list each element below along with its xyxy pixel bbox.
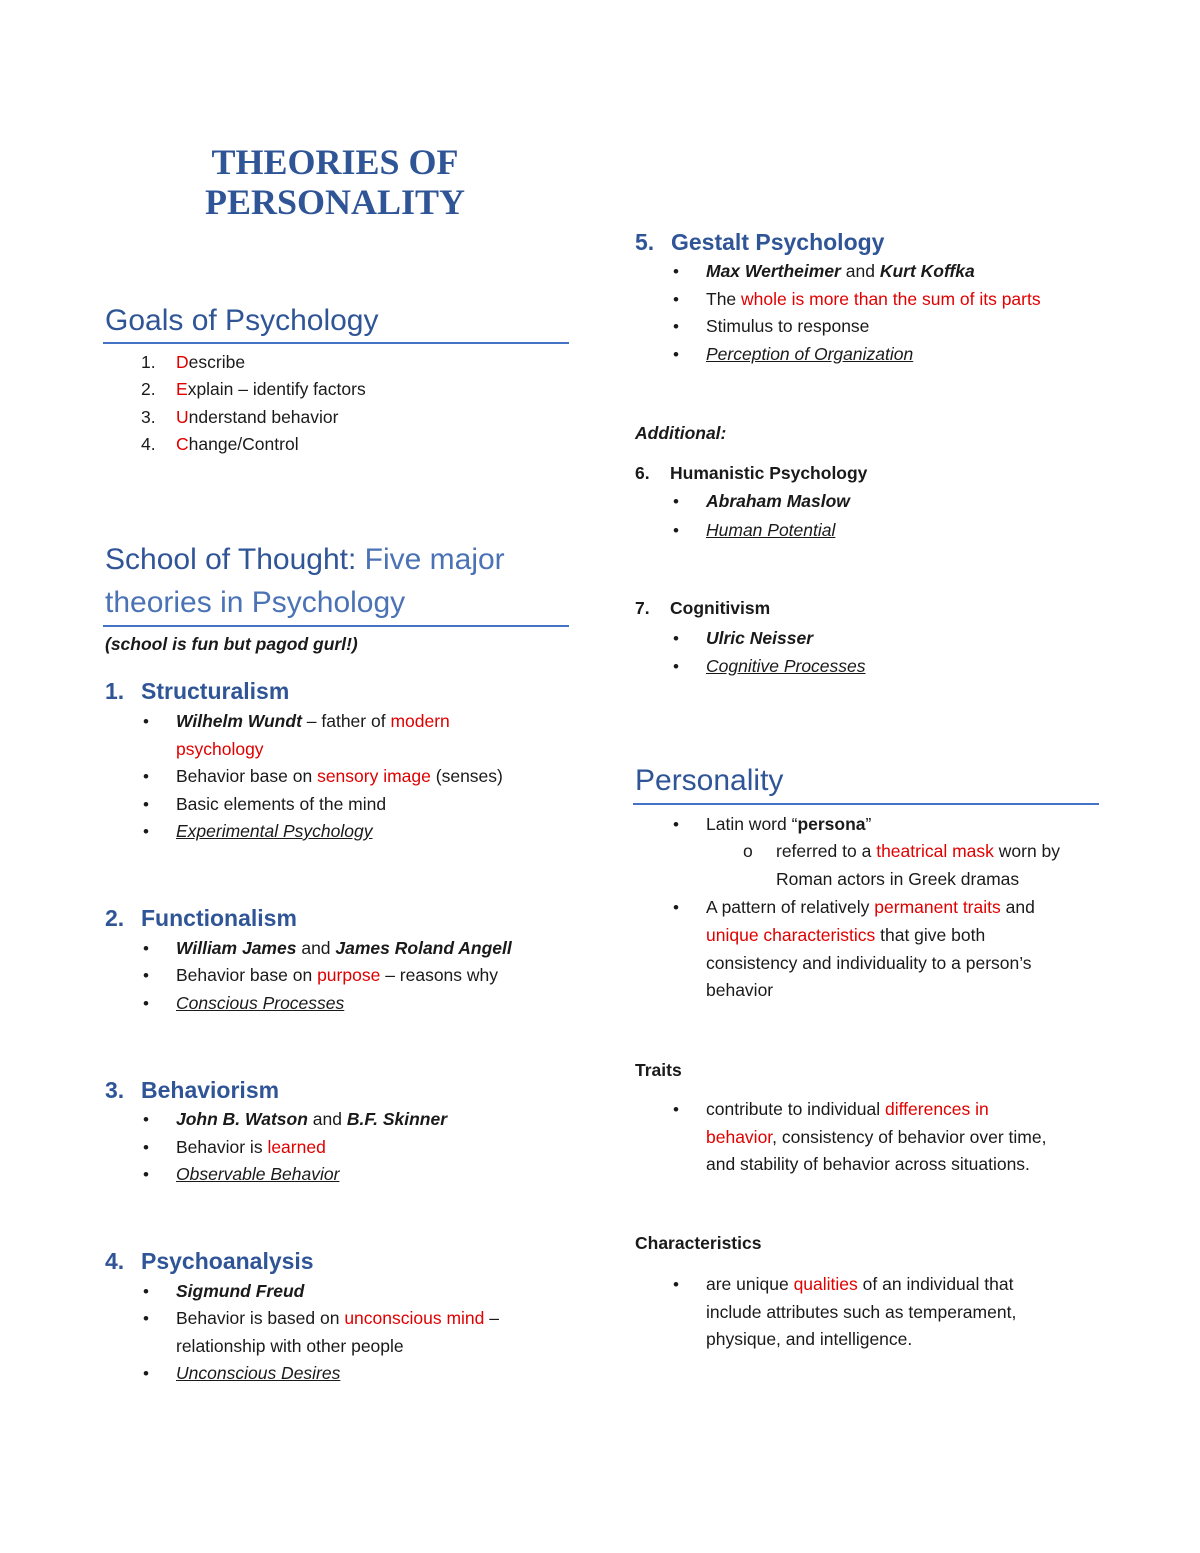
structuralism-heading: 1. Structuralism — [105, 678, 290, 704]
traits-bullet: • contribute to individual differences in — [673, 1099, 989, 1119]
psychoanalysis-bullet-3: • Unconscious Desires — [143, 1363, 341, 1383]
gestalt-bullet-3: • Stimulus to response — [673, 316, 870, 336]
behaviorism-bullet-1: • John B. Watson and B.F. Skinner — [143, 1109, 448, 1129]
school-heading-rule — [103, 625, 569, 627]
goals-item-3: 3. Understand behavior — [141, 407, 339, 427]
behaviorism-bullet-3: • Observable Behavior — [143, 1164, 340, 1184]
personality-bullet-2-line3: consistency and individuality to a person’s — [706, 953, 1032, 973]
traits-bullet-line2: behavior, consistency of behavior over time, — [706, 1127, 1047, 1147]
functionalism-bullet-1: • William James and James Roland Angell — [143, 938, 512, 958]
document-title: THEORIES OF PERSONALITY — [204, 142, 466, 222]
functionalism-heading: 2. Functionalism — [105, 905, 297, 931]
functionalism-bullet-2: • Behavior base on purpose – reasons why — [143, 965, 499, 985]
school-heading: School of Thought: Five major — [105, 543, 505, 576]
cognitivism-heading: 7. Cognitivism — [635, 598, 771, 618]
humanistic-bullet-1: • Abraham Maslow — [673, 491, 850, 511]
personality-heading-rule — [633, 803, 1099, 805]
structuralism-bullet-4: • Experimental Psychology — [143, 821, 373, 841]
behaviorism-heading: 3. Behaviorism — [105, 1077, 280, 1103]
structuralism-bullet-1: • Wilhelm Wundt – father of modern — [143, 711, 450, 731]
behaviorism-bullet-2: • Behavior is learned — [143, 1137, 326, 1157]
personality-heading: Personality — [635, 764, 784, 797]
characteristics-heading: Characteristics — [635, 1233, 762, 1253]
additional-label: Additional: — [635, 423, 727, 443]
traits-bullet-line3: and stability of behavior across situations. — [706, 1154, 1030, 1174]
goals-item-4: 4. Change/Control — [141, 434, 299, 454]
psychoanalysis-bullet-2: • Behavior is based on unconscious mind – — [143, 1308, 499, 1328]
psychoanalysis-heading: 4. Psychoanalysis — [105, 1248, 314, 1274]
psychoanalysis-bullet-2-cont: relationship with other people — [176, 1336, 404, 1356]
personality-bullet-2-line2: unique characteristics that give both — [706, 925, 986, 945]
goals-heading-rule — [103, 342, 569, 344]
personality-sub-bullet-cont: Roman actors in Greek dramas — [776, 869, 1020, 889]
psychoanalysis-bullet-1: • Sigmund Freud — [143, 1281, 305, 1301]
school-note: (school is fun but pagod gurl!) — [105, 634, 358, 654]
humanistic-heading: 6. Humanistic Psychology — [635, 463, 868, 483]
school-heading-line2: theories in Psychology — [105, 586, 406, 619]
personality-bullet-2: • A pattern of relatively permanent traits and — [673, 897, 1035, 917]
personality-bullet-2-line4: behavior — [706, 980, 774, 1000]
characteristics-bullet: • are unique qualities of an individual that — [673, 1274, 1014, 1294]
gestalt-heading: 5. Gestalt Psychology — [635, 229, 885, 255]
gestalt-bullet-4: • Perception of Organization — [673, 344, 914, 364]
personality-sub-bullet: o referred to a theatrical mask worn by — [743, 841, 1061, 861]
gestalt-bullet-1: • Max Wertheimer and Kurt Koffka — [673, 261, 975, 281]
goals-heading: Goals of Psychology — [105, 304, 379, 337]
gestalt-bullet-2: • The whole is more than the sum of its parts — [673, 289, 1041, 309]
characteristics-bullet-line2: include attributes such as temperament, — [706, 1302, 1017, 1322]
characteristics-bullet-line3: physique, and intelligence. — [706, 1329, 913, 1349]
goals-item-2: 2. Explain – identify factors — [141, 379, 366, 399]
structuralism-bullet-3: • Basic elements of the mind — [143, 794, 387, 814]
personality-bullet-1: • Latin word “persona” — [673, 814, 872, 834]
structuralism-bullet-2: • Behavior base on sensory image (senses) — [143, 766, 503, 786]
cognitivism-bullet-1: • Ulric Neisser — [673, 628, 814, 648]
traits-heading: Traits — [635, 1060, 682, 1080]
structuralism-bullet-1-cont: psychology — [176, 739, 264, 759]
humanistic-bullet-2: • Human Potential — [673, 520, 836, 540]
goals-item-1: 1. Describe — [141, 352, 246, 372]
functionalism-bullet-3: • Conscious Processes — [143, 993, 345, 1013]
cognitivism-bullet-2: • Cognitive Processes — [673, 656, 866, 676]
